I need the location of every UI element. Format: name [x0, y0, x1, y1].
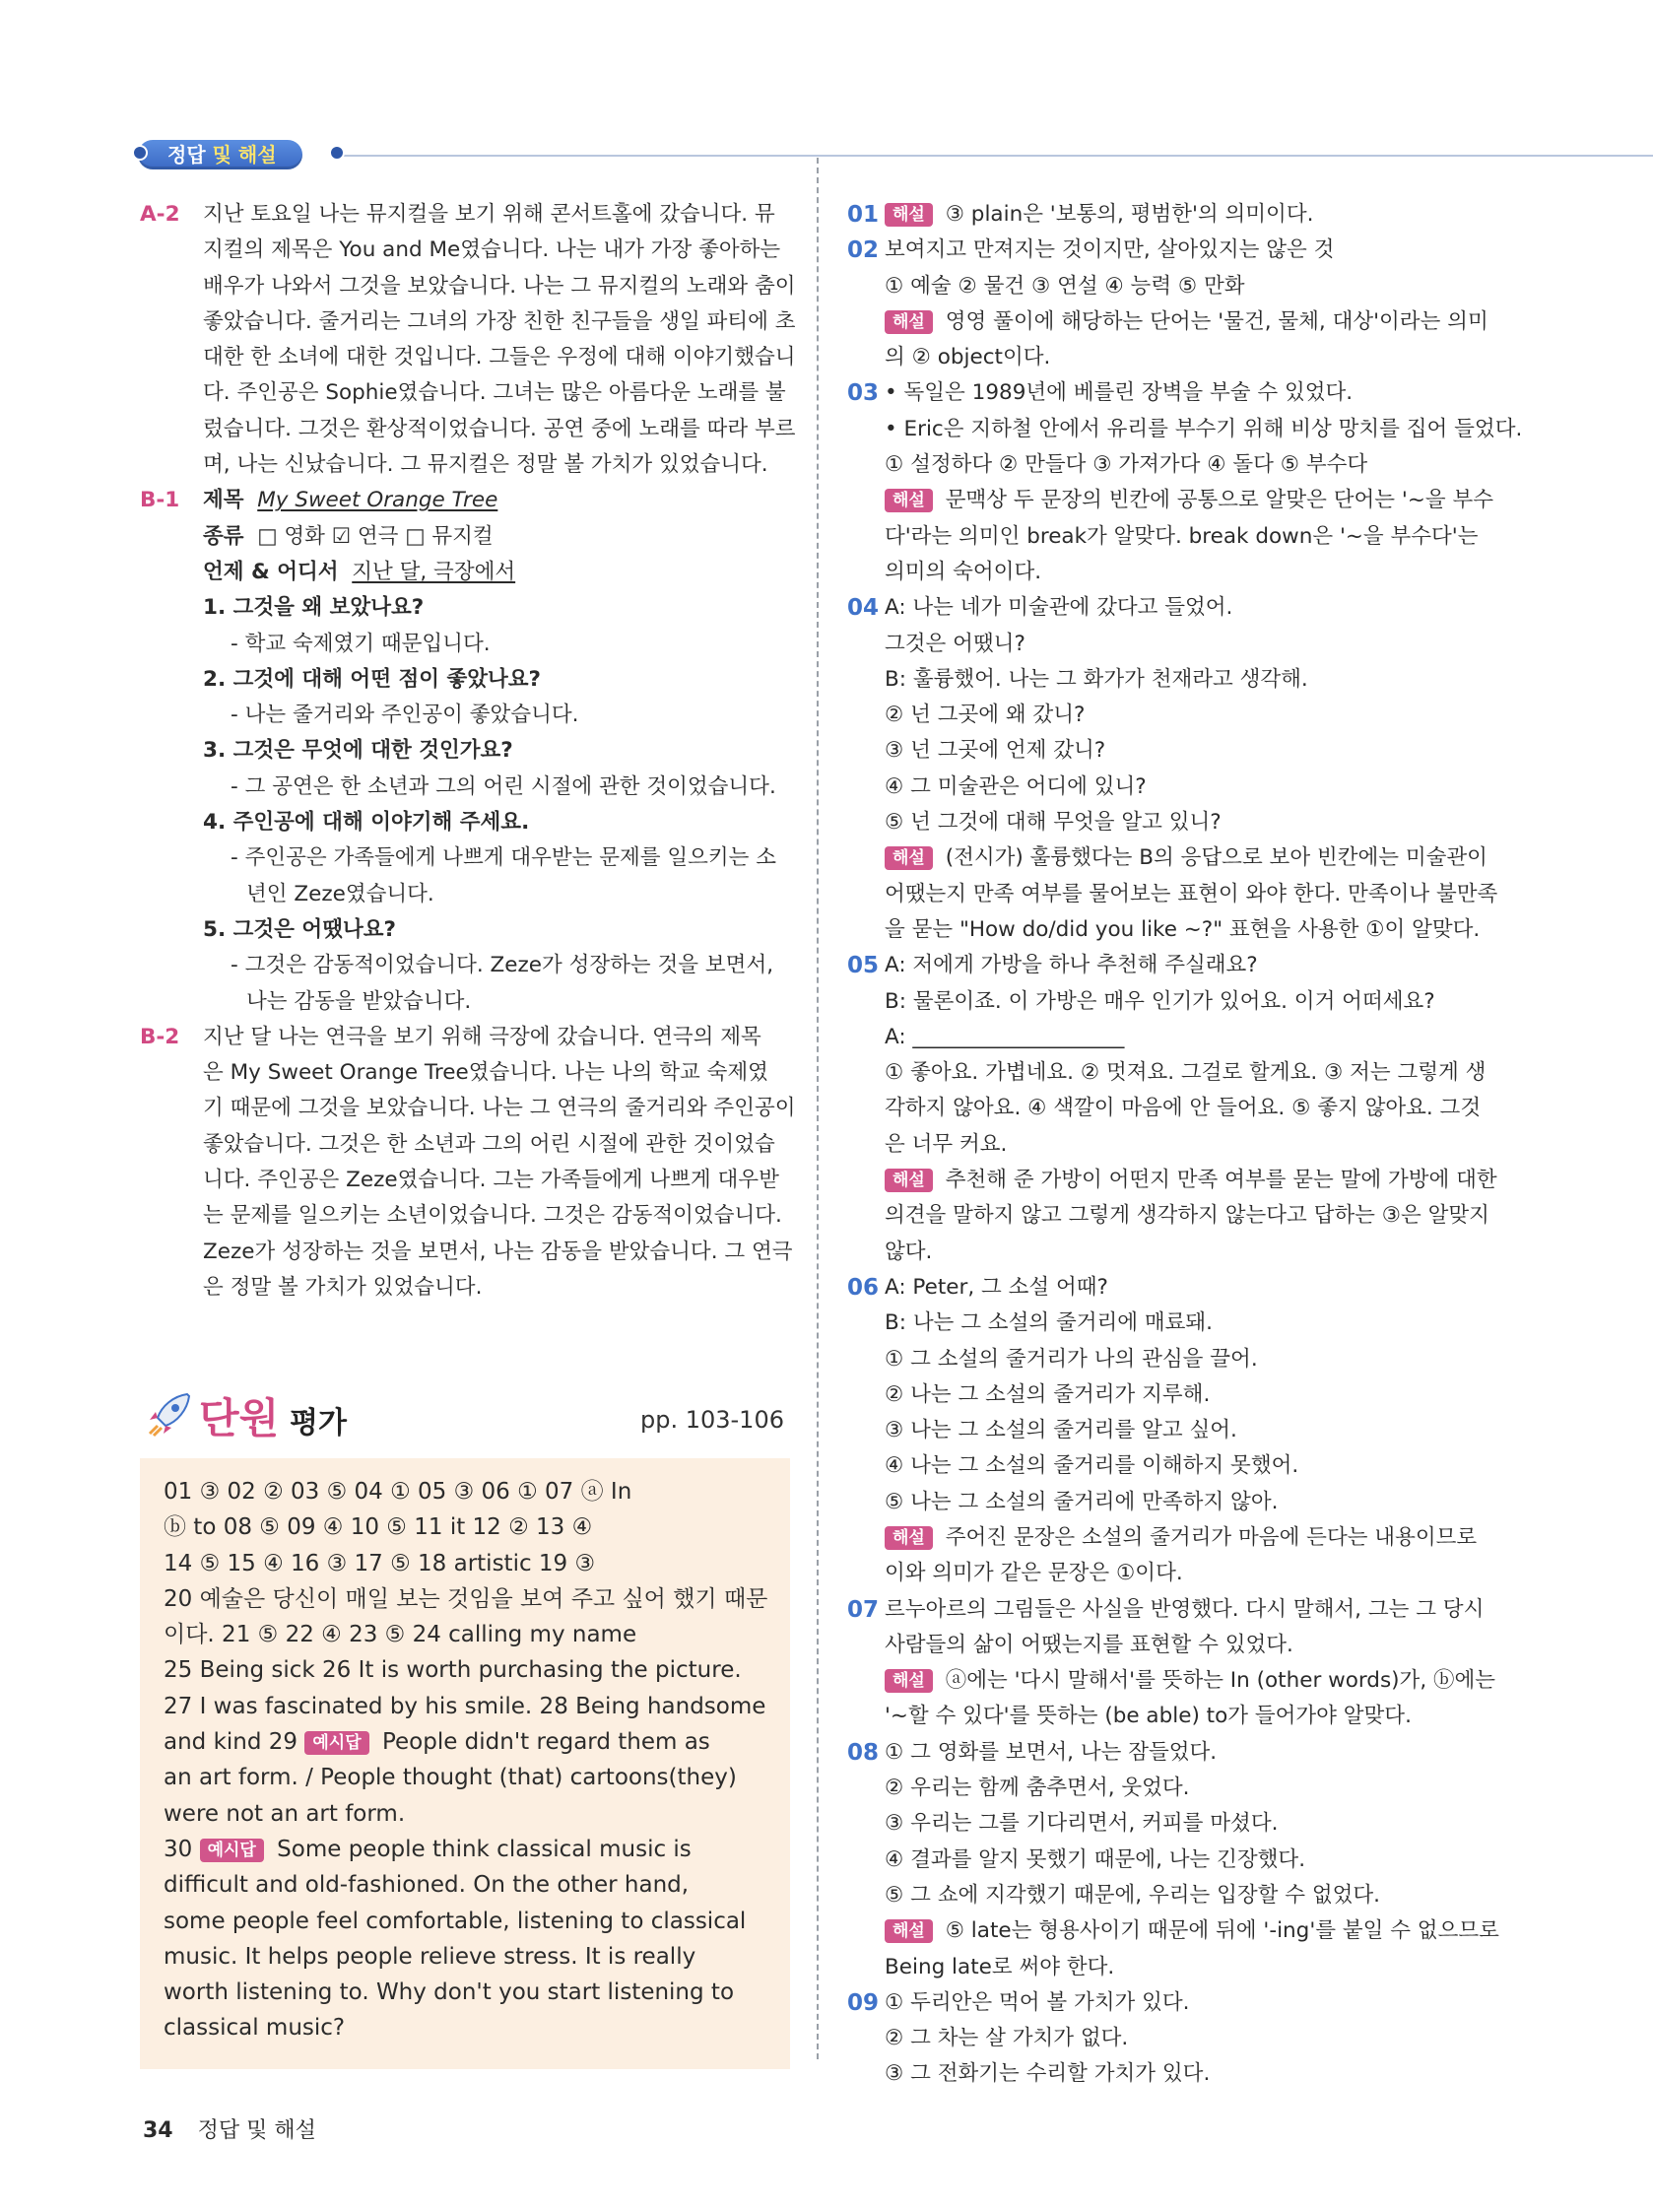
- explanation-line: [847, 233, 1497, 268]
- header-title-c: 해설: [237, 143, 277, 167]
- b1-answer: - 학교 숙제였기 때문입니다.: [231, 631, 491, 656]
- explanation-line: [847, 1413, 1497, 1448]
- left-column: [140, 197, 796, 1306]
- explanation-line: [847, 1448, 1497, 1484]
- explanation-line: [847, 877, 1497, 912]
- explanation-text: ① 예술 ② 물건 ③ 연설 ④ 능력 ⑤ 만화: [885, 273, 1245, 299]
- explanation-line: [847, 1091, 1497, 1126]
- explanation-line: [847, 1377, 1497, 1413]
- explanation-line: [847, 1878, 1497, 1913]
- a2-line: 좋았습니다. 줄거리는 그녀의 가장 친한 친구들을 생일 파티에 초: [203, 308, 796, 334]
- explanation-line: [847, 1270, 1497, 1306]
- answer-line: music. It helps people relieve stress. It is really: [164, 1943, 696, 1970]
- explanation-line: [847, 984, 1497, 1020]
- b1-answer: - 주인공은 가족들에게 나쁘게 대우받는 문제를 일으키는 소: [231, 845, 777, 871]
- b1-kind-value: □ 영화 ☑ 연극 □ 뮤지컬: [257, 523, 494, 549]
- explanation-text: 의견을 말하지 않고 그렇게 생각하지 않는다고 답하는 ③은 알맞지: [885, 1203, 1489, 1229]
- explanation-badge: 해설: [885, 489, 933, 512]
- explanation-text: 해설 (전시가) 훌륭했다는 B의 응답으로 보아 빈칸에는 미술관이: [847, 845, 1488, 870]
- explanation-badge: 예시답: [200, 1839, 264, 1862]
- explanation-line: [847, 340, 1497, 375]
- explanation-text: 해설 주어진 문장은 소설의 줄거리가 마음에 든다는 내용이므로: [847, 1525, 1477, 1550]
- explanation-line: [847, 1592, 1497, 1628]
- rocket-icon: [144, 1388, 195, 1440]
- answer-line: difficult and old-fashioned. On the other hand,: [164, 1872, 690, 1899]
- answer-line: 01 ③ 02 ② 03 ⑤ 04 ① 05 ③ 06 ① 07 ⓐ In: [164, 1479, 632, 1505]
- explanation-text: 은 너무 커요.: [885, 1131, 1008, 1157]
- b2-line: 는 문제를 일으키는 소년이었습니다. 그것은 감동적이었습니다.: [203, 1203, 782, 1229]
- question-number: 03: [847, 380, 880, 407]
- explanation-line: [847, 948, 1497, 983]
- pill-left-dot: [132, 145, 148, 161]
- explanation-line: [847, 1735, 1497, 1771]
- explanation-line: [847, 1235, 1497, 1270]
- question-number: 02: [847, 237, 880, 264]
- answer-line: some people feel comfortable, listening to classical: [164, 1908, 747, 1934]
- explanation-text: ③ 나는 그 소설의 줄거리를 알고 싶어.: [885, 1418, 1237, 1443]
- b1-title-value: My Sweet Orange Tree: [257, 488, 498, 513]
- b1-answer: - 나는 줄거리와 주인공이 좋았습니다.: [231, 703, 579, 728]
- answer-line: 이다. 21 ⑤ 22 ④ 23 ⑤ 24 calling my name: [164, 1622, 637, 1648]
- explanation-line: [847, 1985, 1497, 2021]
- explanation-text: ③ 그 전화기는 수리할 가치가 있다.: [885, 2061, 1211, 2087]
- b1-label: B-1: [140, 488, 180, 513]
- pill-right-dot: [329, 145, 345, 161]
- explanation-line: [847, 1556, 1497, 1591]
- b1-question: 2. 그것에 대해 어떤 점이 좋았나요?: [203, 666, 542, 692]
- explanation-line: [847, 733, 1497, 769]
- explanation-line: [847, 1663, 1497, 1699]
- explanation-line: [847, 375, 1497, 411]
- explanation-text: 르누아르의 그림들은 사실을 반영했다. 다시 말해서, 그는 그 당시: [885, 1596, 1485, 1622]
- b1-question: 5. 그것은 어땠나요?: [203, 916, 396, 942]
- explanation-badge: 해설: [885, 1526, 933, 1550]
- page-footer: [143, 2113, 316, 2144]
- explanation-text: • Eric은 지하철 안에서 유리를 부수기 위해 비상 망치를 집어 들었다.: [885, 416, 1523, 441]
- b2-line: 니다. 주인공은 Zeze였습니다. 그는 가족들에게 나쁘게 대우받: [203, 1168, 779, 1193]
- explanation-line: [847, 269, 1497, 304]
- explanation-line: [847, 805, 1497, 840]
- explanation-line: [847, 590, 1497, 626]
- explanation-text: ② 넌 그곳에 왜 갔니?: [885, 703, 1086, 728]
- page-number: 34: [143, 2118, 173, 2143]
- section-b2: [140, 1020, 796, 1306]
- b2-label: B-2: [140, 1024, 180, 1049]
- explanation-text: ① 그 소설의 줄거리가 나의 관심을 끌어.: [885, 1346, 1258, 1372]
- explanation-text: 해설 문맥상 두 문장의 빈칸에 공통으로 알맞은 단어는 '~을 부수: [847, 488, 1493, 512]
- explanation-line: [847, 483, 1497, 518]
- explanation-text: 해설 ③ plain은 '보통의, 평범한'의 의미이다.: [847, 202, 1313, 227]
- b2-line: 지난 달 나는 연극을 보기 위해 극장에 갔습니다. 연극의 제목: [203, 1024, 761, 1049]
- explanation-line: [847, 627, 1497, 662]
- b1-when-key: 언제 & 어디서: [203, 559, 339, 584]
- explanation-badge: 해설: [885, 203, 933, 227]
- explanation-line: [847, 1843, 1497, 1878]
- explanation-text: 그것은 어땠니?: [885, 631, 1025, 656]
- question-number: 04: [847, 595, 880, 622]
- explanation-text: ③ 넌 그곳에 언제 갔니?: [885, 738, 1106, 764]
- header-title-a: 정답: [167, 143, 206, 167]
- explanation-text: Being late로 써야 한다.: [885, 1954, 1115, 1979]
- a2-line: 지컬의 제목은 You and Me였습니다. 나는 내가 가장 좋아하는: [203, 237, 781, 263]
- explanation-text: B: 훌륭했어. 나는 그 화가가 천재라고 생각해.: [885, 666, 1308, 692]
- explanation-line: [847, 1806, 1497, 1842]
- explanation-text: 사람들의 삶이 어땠는지를 표현할 수 있었다.: [885, 1632, 1293, 1657]
- answer-line: 14 ⑤ 15 ④ 16 ③ 17 ⑤ 18 artistic 19 ③: [164, 1550, 596, 1576]
- section-b1: [140, 483, 790, 1019]
- explanation-text: 보여지고 만져지는 것이지만, 살아있지는 않은 것: [885, 237, 1335, 263]
- answer-line: ⓑ to 08 ⑤ 09 ④ 10 ⑤ 11 it 12 ② 13 ④: [164, 1514, 593, 1541]
- explanation-badge: 해설: [885, 1169, 933, 1192]
- section-a2: [140, 197, 796, 483]
- explanation-text: 해설 ⑤ late는 형용사이기 때문에 뒤에 '-ing'를 붙일 수 없으므로: [847, 1918, 1499, 1943]
- explanation-text: A: ____________________: [885, 1024, 1125, 1049]
- explanation-line: [847, 698, 1497, 733]
- explanation-text: ② 우리는 함께 춤추면서, 웃었다.: [885, 1776, 1190, 1801]
- explanation-line: [847, 1055, 1497, 1091]
- answer-line: 25 Being sick 26 It is worth purchasing the picture.: [164, 1657, 742, 1684]
- answer-line: were not an art form.: [164, 1800, 406, 1827]
- explanation-text: ④ 그 미술관은 어디에 있니?: [885, 773, 1147, 799]
- header-title-b: 및: [212, 143, 231, 167]
- answer-line: an art form. / People thought (that) cartoons(they): [164, 1765, 737, 1791]
- explanation-text: 의미의 숙어이다.: [885, 559, 1042, 584]
- b1-question: 4. 주인공에 대해 이야기해 주세요.: [203, 810, 530, 836]
- explanation-line: [847, 912, 1497, 948]
- explanation-text: ⑤ 넌 그것에 대해 무엇을 알고 있니?: [885, 810, 1222, 836]
- explanation-badge: 예시답: [304, 1731, 368, 1755]
- explanation-text: ② 나는 그 소설의 줄거리가 지루해.: [885, 1381, 1211, 1407]
- explanation-line: [847, 770, 1497, 805]
- explanation-text: B: 나는 그 소설의 줄거리에 매료돼.: [885, 1310, 1213, 1336]
- a2-line: 렀습니다. 그것은 환상적이었습니다. 공연 중에 노래를 따라 부르: [203, 416, 796, 441]
- b1-question: 1. 그것을 왜 보았나요?: [203, 595, 425, 621]
- section-title-pill: [138, 140, 302, 169]
- question-number: 01: [847, 202, 880, 228]
- explanation-text: • 독일은 1989년에 베를린 장벽을 부술 수 있었다.: [885, 380, 1354, 406]
- footer-label: 정답 및 해설: [197, 2118, 316, 2143]
- explanation-text: ⑤ 그 쇼에 지각했기 때문에, 우리는 입장할 수 없었다.: [885, 1882, 1380, 1908]
- answer-line: 20 예술은 당신이 매일 보는 것임을 보여 주고 싶어 했기 때문: [164, 1585, 768, 1612]
- explanation-line: [847, 519, 1497, 555]
- explanation-text: ④ 결과를 알지 못했기 때문에, 나는 긴장했다.: [885, 1846, 1306, 1872]
- explanation-line: [847, 555, 1497, 590]
- a2-line: 다. 주인공은 Sophie였습니다. 그녀는 많은 아름다운 노래를 불: [203, 380, 786, 406]
- unit-title-main: 단원: [199, 1394, 280, 1442]
- explanation-text: ① 두리안은 먹어 볼 가치가 있다.: [885, 1989, 1190, 2015]
- explanation-text: ① 그 영화를 보면서, 나는 잠들었다.: [885, 1739, 1218, 1765]
- answer-line: and kind 29 예시답 People didn't regard them as: [164, 1729, 710, 1756]
- right-column: [847, 197, 1523, 2093]
- explanation-line: [847, 1950, 1497, 1985]
- b2-line: 은 정말 볼 가치가 있었습니다.: [203, 1274, 483, 1300]
- explanation-text: 이와 의미가 같은 문장은 ①이다.: [885, 1561, 1183, 1586]
- answer-line: 27 I was fascinated by his smile. 28 Being handsome: [164, 1693, 766, 1719]
- b1-answer: 년인 Zeze였습니다.: [246, 881, 434, 906]
- explanation-text: 의 ② object이다.: [885, 345, 1051, 370]
- a2-line: 배우가 나와서 그것을 보았습니다. 나는 그 뮤지컬의 노래와 춤이: [203, 273, 796, 299]
- question-number: 05: [847, 953, 880, 979]
- unit-title-sub: 평가: [290, 1406, 347, 1441]
- explanation-text: '~할 수 있다'를 뜻하는 (be able) to가 들어가야 알맞다.: [885, 1704, 1412, 1729]
- explanation-badge: 해설: [885, 1919, 933, 1943]
- explanation-text: A: 나는 네가 미술관에 갔다고 들었어.: [885, 595, 1233, 621]
- explanation-text: 각하지 않아요. ④ 색깔이 마음에 안 들어요. ⑤ 좋지 않아요. 그것: [885, 1096, 1482, 1121]
- explanation-text: 해설 영영 풀이에 해당하는 단어는 '물건, 물체, 대상'이라는 의미: [847, 309, 1488, 334]
- explanation-line: [847, 1342, 1497, 1377]
- explanation-line: [847, 1628, 1497, 1663]
- explanation-text: ③ 우리는 그를 기다리면서, 커피를 마셨다.: [885, 1811, 1279, 1837]
- explanation-line: [847, 1198, 1497, 1234]
- explanation-line: [847, 412, 1523, 447]
- explanation-text: ④ 나는 그 소설의 줄거리를 이해하지 못했어.: [885, 1453, 1299, 1479]
- explanation-line: [847, 1020, 1497, 1055]
- explanation-text: ⑤ 나는 그 소설의 줄거리에 만족하지 않아.: [885, 1489, 1279, 1514]
- column-divider: [817, 158, 819, 2059]
- question-number: 07: [847, 1596, 880, 1623]
- unit-pages: pp. 103-106: [639, 1406, 784, 1434]
- a2-line: 며, 나는 신났습니다. 그 뮤지컬은 정말 볼 가치가 있었습니다.: [203, 452, 768, 478]
- b1-answer: - 그것은 감동적이었습니다. Zeze가 성장하는 것을 보면서,: [231, 953, 774, 978]
- explanation-badge: 해설: [885, 846, 933, 870]
- unit-assessment-heading: [144, 1384, 794, 1443]
- answer-line: 30 예시답 Some people think classical music is: [164, 1836, 692, 1862]
- explanation-text: B: 물론이죠. 이 가방은 매우 인기가 있어요. 이거 어떠세요?: [885, 988, 1435, 1014]
- explanation-text: 해설 ⓐ에는 '다시 말해서'를 뜻하는 In (other words)가, ⓑ에는: [847, 1668, 1495, 1693]
- b2-line: 좋았습니다. 그것은 한 소년과 그의 어린 시절에 관한 것이었습: [203, 1131, 775, 1157]
- b1-when-value: 지난 달, 극장에서: [352, 559, 516, 584]
- question-number: 08: [847, 1739, 880, 1766]
- explanation-line: [847, 1913, 1497, 1949]
- b1-question: 3. 그것은 무엇에 대한 것인가요?: [203, 738, 513, 764]
- explanation-text: A: 저에게 가방을 하나 추천해 주실래요?: [885, 953, 1258, 978]
- explanation-line: [847, 1699, 1497, 1734]
- a2-line: 지난 토요일 나는 뮤지컬을 보기 위해 콘서트홀에 갔습니다. 뮤: [203, 202, 775, 227]
- explanation-line: [847, 2056, 1497, 2092]
- explanation-line: [847, 1771, 1497, 1806]
- b1-answer: 나는 감동을 받았습니다.: [246, 988, 472, 1014]
- explanation-line: [847, 662, 1497, 698]
- explanation-line: [847, 197, 1497, 233]
- explanation-text: ① 설정하다 ② 만들다 ③ 가져가다 ④ 돌다 ⑤ 부수다: [885, 452, 1368, 478]
- b1-title-key: 제목: [203, 488, 244, 513]
- explanation-text: A: Peter, 그 소설 어때?: [885, 1274, 1108, 1300]
- answer-key-box: [140, 1458, 790, 2069]
- explanation-line: [847, 840, 1497, 876]
- question-number: 09: [847, 1989, 880, 2016]
- explanation-text: 을 묻는 "How do/did you like ~?" 표현을 사용한 ①이 알맞다.: [885, 916, 1481, 942]
- explanation-text: 어땠는지 만족 여부를 물어보는 표현이 와야 한다. 만족이나 불만족: [885, 881, 1498, 906]
- question-number: 06: [847, 1274, 880, 1301]
- explanation-line: [847, 1306, 1497, 1341]
- explanation-text: 해설 추천해 준 가방이 어떤지 만족 여부를 묻는 말에 가방에 대한: [847, 1168, 1497, 1192]
- b1-kind-key: 종류: [203, 523, 244, 549]
- a2-line: 대한 한 소녀에 대한 것입니다. 그들은 우정에 대해 이야기했습니: [203, 345, 796, 370]
- explanation-line: [847, 304, 1497, 340]
- explanation-line: [847, 2021, 1497, 2056]
- answer-line: worth listening to. Why don't you start listening to: [164, 1979, 735, 2006]
- explanation-line: [847, 447, 1497, 483]
- explanation-line: [847, 1520, 1497, 1556]
- explanation-line: [847, 1127, 1497, 1163]
- explanation-line: [847, 1485, 1497, 1520]
- b2-line: Zeze가 성장하는 것을 보면서, 나는 감동을 받았습니다. 그 연극: [203, 1239, 793, 1264]
- explanation-line: [847, 1163, 1497, 1198]
- a2-label: A-2: [140, 202, 180, 227]
- answer-line: classical music?: [164, 2015, 346, 2042]
- b2-line: 기 때문에 그것을 보았습니다. 나는 그 연극의 줄거리와 주인공이: [203, 1096, 796, 1121]
- explanation-text: ② 그 차는 살 가치가 없다.: [885, 2026, 1129, 2051]
- explanation-text: ① 좋아요. 가볍네요. ② 멋져요. 그걸로 할게요. ③ 저는 그렇게 생: [885, 1060, 1487, 1086]
- b1-answer: - 그 공연은 한 소년과 그의 어린 시절에 관한 것이었습니다.: [231, 773, 776, 799]
- explanation-text: 다'라는 의미인 break가 알맞다. break down은 '~을 부수다'는: [885, 523, 1479, 549]
- b2-line: 은 My Sweet Orange Tree였습니다. 나는 나의 학교 숙제였: [203, 1060, 768, 1086]
- header-rule: [335, 155, 1653, 157]
- explanation-badge: 해설: [885, 1669, 933, 1693]
- explanation-badge: 해설: [885, 310, 933, 334]
- explanation-text: 않다.: [885, 1239, 933, 1264]
